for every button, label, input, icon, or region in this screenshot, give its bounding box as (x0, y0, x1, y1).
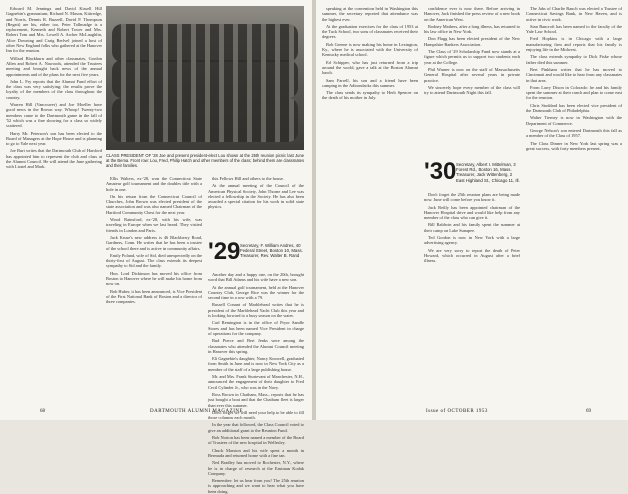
paragraph: Hon. Lord Dickinson has moved his office from Boston to Hanover where he will make his home from now on. (106, 270, 202, 287)
paragraph: Mr. and Mrs. Frank Sturtevant of Manchester, N.H., announced the engagement of their daughter to Fred Cecil Cylinder Jr., who was in the Navy. (208, 374, 304, 390)
paragraph: Bob Huber, it has been announced, is Vice President of the First National Bank of Boston and a director of three companies. (106, 288, 202, 305)
paragraph: Joe Burt writes that the Dartmouth Club of Hartford has appointed him to represent the club and class at the Alumni Council. He will attend the June gathering with Lionel and Mark. (6, 148, 102, 170)
paragraph: Another day and a happy one, on the 20th, brought word that Bill Adams and his wife have a new son. (208, 272, 304, 283)
left-column-2 (106, 176, 202, 401)
paragraph: Sam Farrell, his son and a friend have been camping in the Adirondacks this summer. (322, 77, 418, 88)
paragraph: The class sends its sympathy to Herb Spencer on the death of his mother in July. (322, 90, 418, 101)
paragraph: Don Flagg has been elected president of the New Hampshire Bankers Association. (424, 36, 520, 47)
paragraph: Ross Brown in Chatham, Mass., reports that he has just bought a boat and that the Chatham fleet is larger than ever this summer. (208, 391, 304, 408)
paragraph: Warren Hill (Vancouver) and Joe Moeller have good news in the Brown way. Whoop! Twenty-two members came to the Dartmouth game in the fall of '52 which was a fine showing for a class so widely scattered. (6, 102, 102, 129)
paragraph: Russell Conant of Marblehead writes that he is president of the Marblehead Yacht Club this year and is looking forward to a busy season on the water. (208, 302, 304, 319)
paragraph: The Jabs of Charlie Rauch was elected a Trustee of Connecticut Savings Bank, in New Haven, and is active in civic work. (526, 6, 622, 22)
paragraph: Willard Blackburn and other classmates, Gordon Allen and Robert A. Nawoods, attended the Trustees meeting and brought back news of the annual appointments and of the plans for the next five years. (6, 55, 102, 77)
right-column-3 (424, 192, 520, 400)
magazine-footer: Issue of OCTOBER 1953 (426, 409, 488, 414)
left-column-4 (208, 272, 304, 494)
paragraph: Jack Reilly has been appointed chairman of the Hanover Hospital drive and would like help from any member of the class who can give it. (424, 204, 520, 221)
paragraph: The Class Dinner in New York last spring was a great success, with forty members present. (526, 140, 622, 151)
right-column-2 (424, 6, 520, 156)
paragraph: confidence ever is now there. Before arriving in Hanover, Jack finished the press review of a new book on the American West. (424, 6, 520, 22)
paragraph: Walter Tierney is now in Washington with the Department of Commerce. (526, 115, 622, 126)
paragraph: Rodney Mathers, after a long illness, has returned to his law office in New York. (424, 23, 520, 35)
paragraph: Chuck Marston and his wife spent a month in Bermuda and returned home with a fine tan. (208, 447, 304, 458)
paragraph: The Class of '29 Scholarship Fund now stands at a figure which permits us to support two students each year at the College. (424, 49, 520, 65)
left-column-3 (208, 176, 304, 236)
paragraph: Phil Warner is now on the staff of Massachusetts General Hospital after several years in private practice. (424, 66, 520, 83)
paragraph: Stan Bancroft has been named to the faculty of the Yale Law School. (526, 23, 622, 35)
paragraph: At the graduation exercises for the class of 1953 at the Tuck School, two sons of classmates received their degrees. (322, 23, 418, 40)
paragraph: speaking at the convention held in Washington this summer, the secretary reported that attendance was the highest ever. (322, 6, 418, 22)
paragraph: Bob Greene is now making his home in Lexington, Ky., where he is associated with the University of Kentucky medical school. (322, 41, 418, 58)
paragraph: At the annual meeting of the Council of the American Physical Society, John Thorne and Lee was elected a fellowship in the Society. He has also been awarded a special citation for his work in solid state physics. (208, 183, 304, 210)
paragraph: Bill Baldwin and his family spent the summer at their camp on Lake Sunapee. (424, 222, 520, 233)
paragraph: Emily Poland, wife of Sid, died unexpectedly on the thirty-first of August. The class extends its deepest sympathy to Sid and the family. (106, 252, 202, 269)
class-photo (106, 6, 304, 150)
paragraph: Carl Remington is in the office of Pryor Sandle Stores and has been named Vice President in charge of operations for the company. (208, 320, 304, 336)
photo-caption: CLASS PRESIDENT OF '28 Joe and present president-elect Lou shown at the 25th reunion picnic last June at the Bema. Front row: Lou, Fred, Philip Hatch and other members of the class; behind them are classmates and their families. (106, 153, 304, 168)
paragraph: The class extends sympathy to Dick Fiske whose father died this summer. (526, 54, 622, 65)
paragraph: Ed Schipper, who has just returned from a trip around the world, gave a talk at the Boston Alumni lunch. (322, 59, 418, 76)
paragraph: Edward M. Jennings and David Kissell Hill Gagnebin's gymnasium; Richard N. Mason, Kittredge, and Norris, Dennis R. Buzzell, David P. Thompson (Regatt) are his, either too, Peter Tallmadge is a replacement, Kenneth and Robert Tower and Mrs. Robert Tom and Mrs. Lowell A. Archer McLaughlin, Alice Downing and Craig Berlvel joined a host of other New England folks who gathered at the Hanover Inn for the reunion. (6, 6, 102, 54)
paragraph: John L. Fry reports that the Alumni Fund effort of the class was very satisfying; the results prove the loyalty of the members of the class throughout the country. (6, 78, 102, 100)
paragraph: this Fellows Hill and others to the house. (212, 176, 284, 181)
paragraph: Bud Pierce and Bert Jenks were among the classmates who attended the Alumni Council meeting in Hanover this spring. (208, 338, 304, 354)
class-secretary-info: Secretary, F. William Andres, 40 Federal Street, Boston 10, Mass. Treasurer, Rev. Walter B. Rand (240, 243, 303, 259)
paragraph: Eli Gagnebin's daughter, Nancy Knowell, graduated from Smith in June and is now in New York City as a member of the staff of a large publishing house. (208, 356, 304, 372)
paragraph: Fred Hopkins is in Chicago with a large manufacturing firm and reports that his family is enjoying life in the Midwest. (526, 36, 622, 53)
paragraph: Remember: let us hear from you! The 25th reunion is approaching and we want to hear what you have been doing. (208, 478, 304, 494)
right-page (316, 0, 628, 420)
paragraph: Chris Stoddard has been elected vice president of the Dartmouth Club of Philadelphia. (526, 102, 622, 114)
paragraph: Don't forget we will need your help to be able to fill those columns each month. (208, 409, 304, 421)
paragraph: Don't forget the 25th reunion plans are being made now. June will come before you know it. (424, 192, 520, 203)
paragraph: We sincerely hope every member of the class will try to attend Dartmouth Night this fall. (424, 84, 520, 96)
left-page (0, 0, 312, 494)
magazine-footer: DARTMOUTH ALUMNI MAGAZINE (150, 409, 244, 414)
right-column-1 (322, 6, 418, 401)
paragraph: Bert Pinkham writes that he has moved to Cincinnati and would like to hear from any classmates in that area. (526, 66, 622, 83)
paragraph: George Nelson's son entered Dartmouth this fall as a member of the Class of 1957. (526, 127, 622, 139)
paragraph: Ted Gordon is now in New York with a large advertising agency. (424, 235, 520, 246)
paragraph: Harry Mr. Peterson's son has been elected to the Board of Managers at the Hope House and is planning to go to Yale next year. (6, 130, 102, 147)
class-year-heading: '29 (208, 238, 241, 265)
paragraph: At the annual golf tournament, held at the Hanover Country Club, George Rice was the winner for the second time in a row with a 79. (208, 284, 304, 301)
paragraph: On his return from the Connecticut Council of Churches, John Brown was elected president of the state association and was also named Chairman of the Hartford Community Chest for the next year. (106, 193, 202, 215)
paragraph: Wood Rainsford, ex-'28, with his wife, was traveling in Europe when we last heard. They visited friends in London and Paris. (106, 217, 202, 233)
paragraph: Bob Norton has been named a member of the Board of Trustees of the new hospital in Wellesley. (208, 435, 304, 446)
page-number: 68 (40, 409, 45, 414)
right-column-4 (526, 6, 622, 401)
paragraph: Ellis Walters, ex-'28, won the Connecticut State Amateur golf tournament and the doubles title with a hole in one. (106, 176, 202, 192)
paragraph: We are very sorry to report the death of Peter Howard, which occurred in August after a brief illness. (424, 247, 520, 264)
class-secretary-info: Secretary, Albert I. Mittelman, 3 Forest Rd., Boston 16, Mass. Treasurer, Jack Wittenberg, 2 East Highland St., Chicago 11, Ill. (456, 162, 520, 183)
paragraph: Ned Bradley has moved to Rochester, N.Y., where he is in charge of research at the Eastman Kodak Company. (208, 460, 304, 476)
left-column-1 (6, 6, 102, 401)
paragraph: Jack Kruse's new address is 46 Blackberry Road, Gardners, Conn. He writes that he has been a trustee of the school there and is active in community affairs. (106, 234, 202, 251)
class-year-heading: '30 (424, 158, 457, 185)
page-number: 69 (586, 409, 591, 414)
paragraph: From Larry Dixon in Colorado: he and his family spent the summer at their ranch and plan to come east for the reunion. (526, 84, 622, 101)
paragraph: In the year that followed, the Class Council voted to give an additional grant to the Reunion Fund. (208, 422, 304, 433)
